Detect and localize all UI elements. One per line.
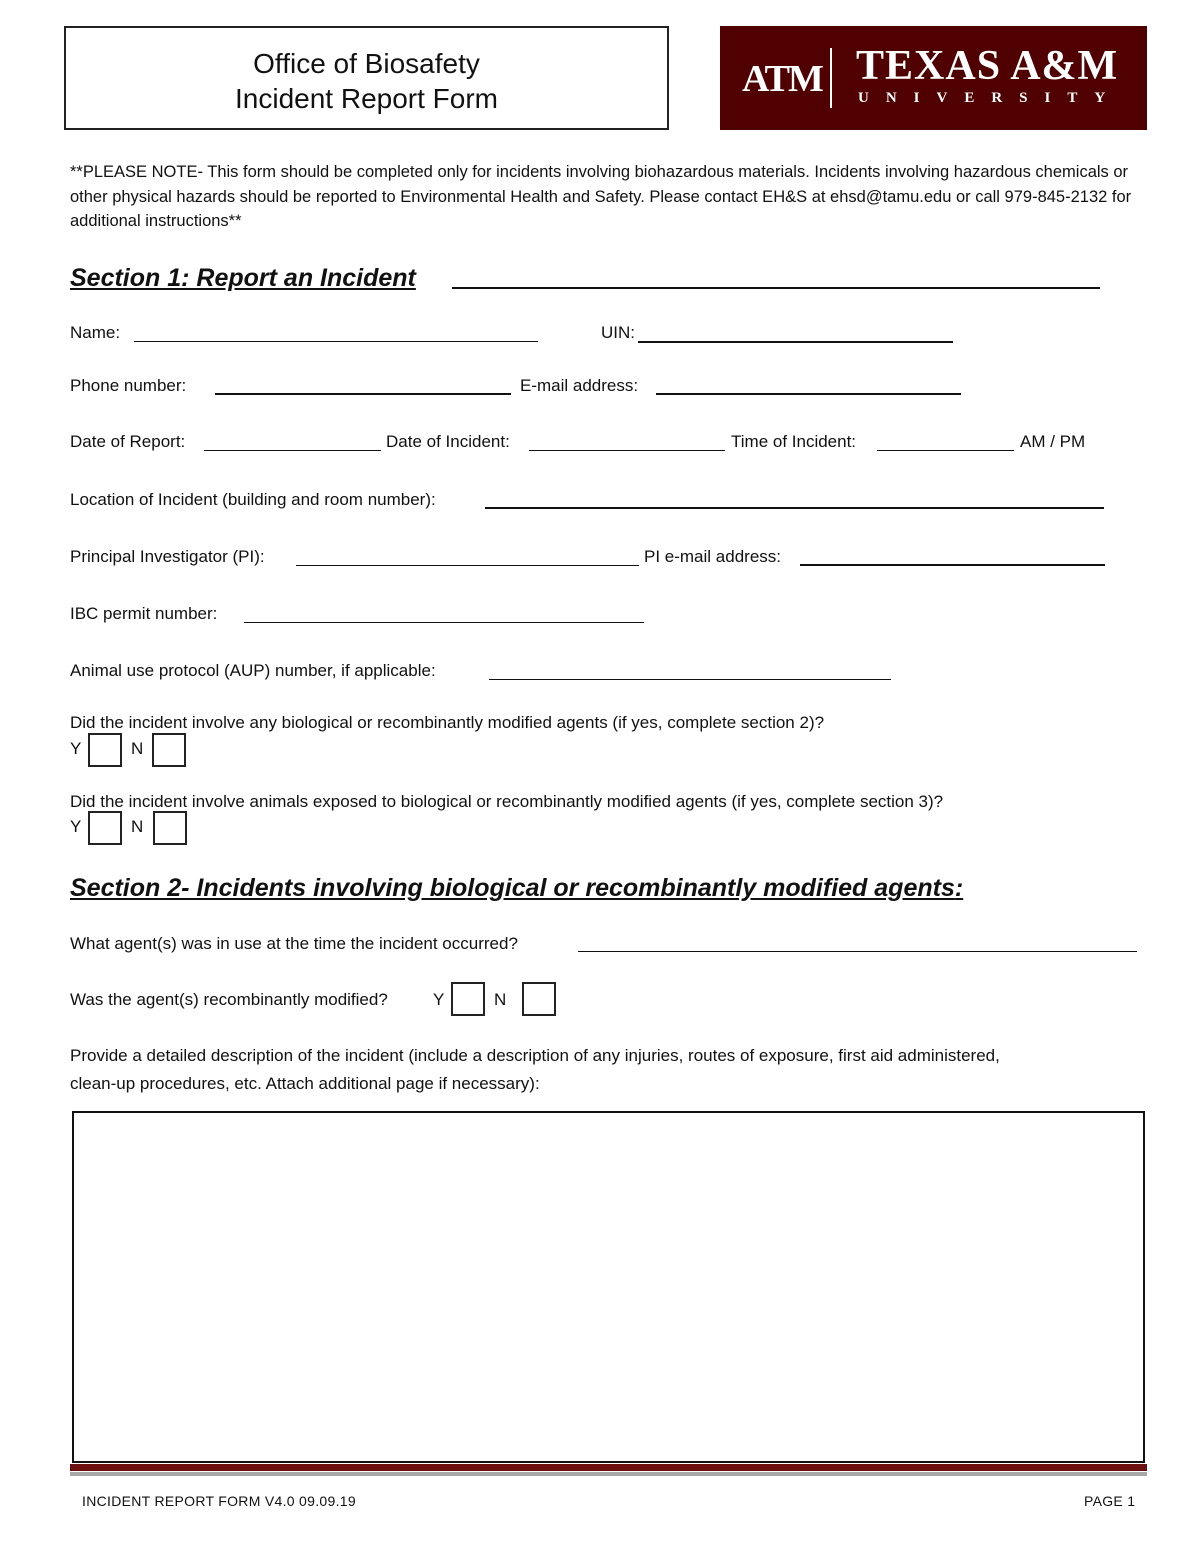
date-of-incident-field[interactable] [529,450,725,451]
phone-field[interactable] [215,393,511,395]
location-field[interactable] [485,507,1104,509]
uin-label: UIN: [601,323,635,342]
animal-no-checkbox[interactable] [153,811,187,845]
date-of-incident-label: Date of Incident: [386,432,510,451]
agent-question: What agent(s) was in use at the time the incident occurred? [70,934,518,953]
recombinant-yes-label: Y [433,990,445,1009]
time-of-incident-field[interactable] [877,450,1014,451]
description-prompt-line1: Provide a detailed description of the incident (include a description of any injuries, routes of exposure, first aid administered, [70,1046,1000,1065]
email-label: E-mail address: [520,376,639,395]
footer-bar-shadow [70,1472,1147,1476]
section2-title-colon: : [954,874,964,902]
logo-divider [830,48,832,108]
atm-logo-mark: ATM [742,58,822,100]
section2-title-text: Section 2- Incidents involving biological or recombinantly modified agents [70,874,955,902]
form-title-box [64,26,669,130]
location-label: Location of Incident (building and room number): [70,490,436,509]
tamu-logo [720,26,1147,130]
please-note: **PLEASE NOTE- This form should be completed only for incidents involving biohazardous materials. Incidents involving hazardous chemicals or other physical hazards should be reported to Environmental Health and Safety. Please contact EH&S at ehsd@tamu.edu or call 979-845-2132 for additional instructions** [70,163,1132,230]
description-textarea[interactable] [72,1111,1145,1463]
time-of-incident-label: Time of Incident: [731,432,857,451]
footer-page-number: PAGE 1 [1084,1493,1136,1509]
recombinant-yes-checkbox[interactable] [451,982,485,1016]
uin-field[interactable] [638,341,953,343]
bio-agents-question: Did the incident involve any biological or recombinantly modified agents (if yes, complete section 2)? [70,713,825,732]
bio-no-label: N [131,739,144,758]
section2-title [70,874,963,903]
pi-email-field[interactable] [800,564,1105,566]
logo-name: TEXAS A&M [856,43,1119,89]
date-of-report-field[interactable] [204,450,381,451]
office-title: Office of Biosafety [253,48,480,79]
pi-email-label: PI e-mail address: [644,547,781,566]
footer-bar [70,1464,1147,1471]
ibc-permit-field[interactable] [244,622,644,623]
animal-yes-label: Y [70,817,82,836]
footer-form-version: INCIDENT REPORT FORM V4.0 09.09.19 [82,1493,356,1509]
form-title: Incident Report Form [235,83,498,114]
pi-label: Principal Investigator (PI): [70,547,265,566]
name-field[interactable] [134,341,538,342]
bio-yes-checkbox[interactable] [88,733,122,767]
aup-label: Animal use protocol (AUP) number, if applicable: [70,661,436,680]
bio-no-checkbox[interactable] [152,733,186,767]
agent-field[interactable] [578,951,1137,952]
logo-subtitle: UNIVERSITY [858,90,1123,106]
section1-title: Section 1: Report an Incident [70,264,416,292]
animal-question: Did the incident involve animals exposed to biological or recombinantly modified agents (if yes, complete section 3)? [70,792,944,811]
bio-yes-label: Y [70,739,82,758]
phone-label: Phone number: [70,376,187,395]
ibc-permit-label: IBC permit number: [70,604,218,623]
recombinant-no-label: N [494,990,507,1009]
animal-no-label: N [131,817,144,836]
email-field[interactable] [656,393,961,395]
name-label: Name: [70,323,121,342]
section1-title-underline [452,287,1100,289]
am-pm-label[interactable]: AM / PM [1020,432,1086,451]
recombinant-no-checkbox[interactable] [522,982,556,1016]
animal-yes-checkbox[interactable] [88,811,122,845]
pi-field[interactable] [296,565,639,566]
aup-field[interactable] [489,679,891,680]
recombinant-question: Was the agent(s) recombinantly modified? [70,990,388,1009]
description-prompt-line2: clean-up procedures, etc. Attach additional page if necessary): [70,1074,540,1093]
date-of-report-label: Date of Report: [70,432,186,451]
